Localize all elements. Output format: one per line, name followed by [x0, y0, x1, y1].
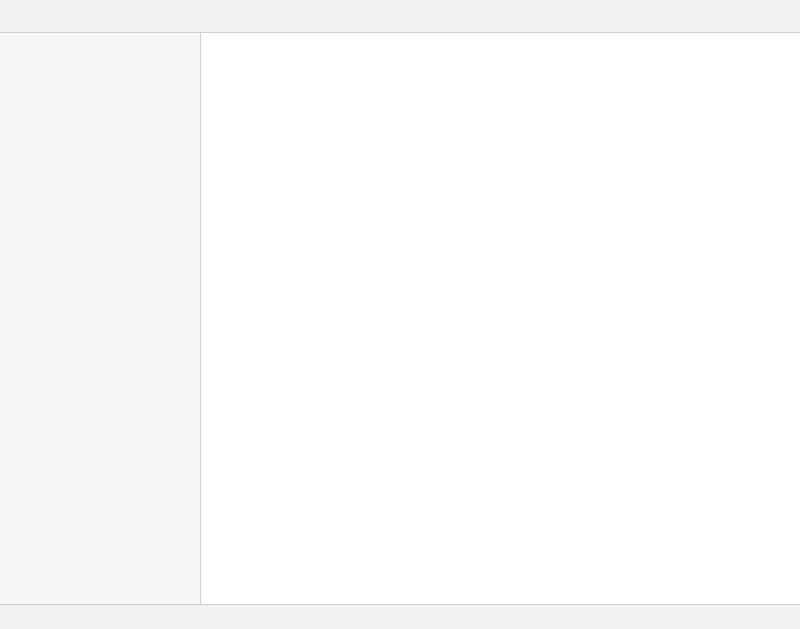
status-bar [0, 604, 800, 629]
title-bar [0, 0, 800, 33]
sidebar [0, 33, 201, 604]
main-content [201, 33, 800, 604]
window-body [0, 33, 800, 604]
